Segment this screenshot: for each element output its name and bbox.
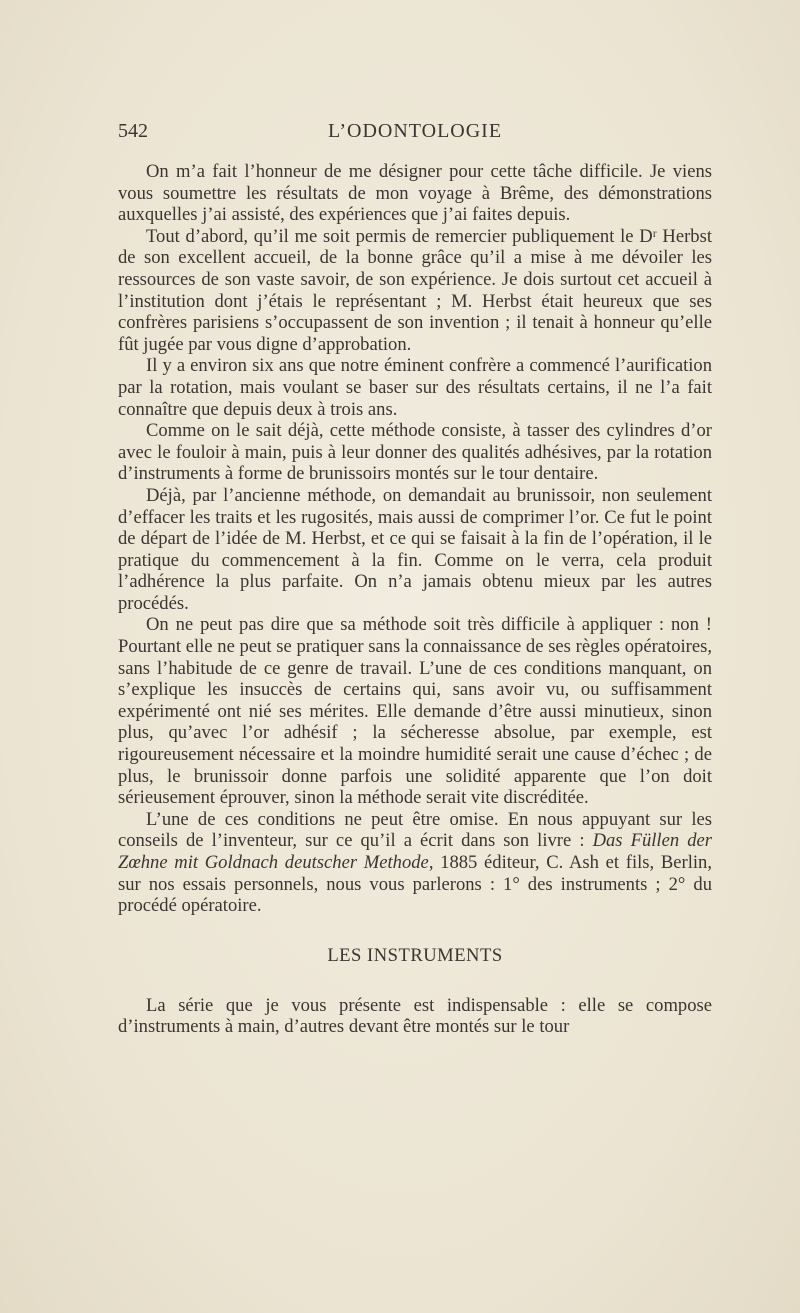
book-title: Das Füllen der Zœhne mit Goldnach deutscher Methode (118, 830, 712, 873)
paragraph-with-book-reference (118, 809, 712, 917)
section-heading (118, 945, 712, 967)
paragraph: Il y a environ six ans que notre éminent confrère a commencé l’aurification par la rotation, mais voulant se baser sur des résultats certains, il ne l’a fait connaître que depuis deux à trois ans. (118, 355, 712, 420)
section-heading-text: LES INSTRUMENTS (327, 944, 503, 966)
paragraph: La série que je vous présente est indispensable : elle se compose d’instruments à main, d’autres devant être montés sur le tour (118, 994, 712, 1038)
paragraph: On ne peut pas dire que sa méthode soit très difficile à appliquer : non ! Pourtant elle ne peut se pratiquer sans la connaissance de ses règles opératoires, sans l’habitude de ce genre de travail. L’une de ces conditions manquant, on s’explique les insuccès de certains qui, sans avoir vu, ou suffisamment expérimenté ont nié ses mérites. Elle demande d’être aussi minutieux, sinon plus, qu’avec l’or adhésif ; la sécheresse absolue, par exemple, est rigoureusement nécessaire et la moindre humidité serait une cause d’échec ; de plus, le brunissoir donne parfois une solidité apparente que l’on doit sérieusement éprouver, sinon la méthode serait vite discréditée. (118, 614, 712, 809)
body-text (118, 161, 712, 1038)
running-title: L’ODONTOLOGIE (327, 120, 503, 142)
paragraph: Comme on le sait déjà, cette méthode consiste, à tasser des cylindres d’or avec le fouloir à main, puis à leur donner des qualités adhésives, par la rotation d’instruments à forme de brunissoirs montés sur le tour dentaire. (118, 420, 712, 485)
page-number: 542 (118, 120, 148, 142)
paragraph: Tout d’abord, qu’il me soit permis de remercier publiquement le Dʳ Herbst de son excellent accueil, de la bonne grâce qu’il a mise à me dévoiler les ressources de son vaste savoir, de son expérience. Je dois surtout cet accueil à l’institution dont j’étais le représentant ; M. Herbst était heureux que ses confrères parisiens s’occupassent de son invention ; il tenait à honneur qu’elle fût jugée par vous digne d’approbation. (118, 225, 712, 355)
page-header (118, 120, 712, 148)
paragraph: On m’a fait l’honneur de me désigner pour cette tâche difficile. Je viens vous soumettre les résultats de mon voyage à Brême, des démonstrations auxquelles j’ai assisté, des expériences que j’ai faites depuis. (118, 161, 712, 226)
paragraph-text-after-title: , 1885 éditeur, C. Ash et fils, Berlin, sur nos essais personnels, nous vous parlerons : 1° des instruments ; 2° du procédé opératoire. (118, 852, 712, 917)
paragraph-text-before-title: L’une de ces conditions ne peut être omise. En nous appuyant sur les conseils de l’inventeur, sur ce qu’il a écrit dans son livre : (118, 808, 712, 852)
paragraph: Déjà, par l’ancienne méthode, on demandait au brunissoir, non seulement d’effacer les traits et les rugosités, mais aussi de comprimer l’or. Ce fut le point de départ de l’idée de M. Herbst, et ce qui se faisait à la fin de l’opération, il le pratique du commencement à la fin. Comme on le verra, cela produit l’adhérence la plus parfaite. On n’a jamais obtenu mieux par les autres procédés. (118, 484, 712, 614)
